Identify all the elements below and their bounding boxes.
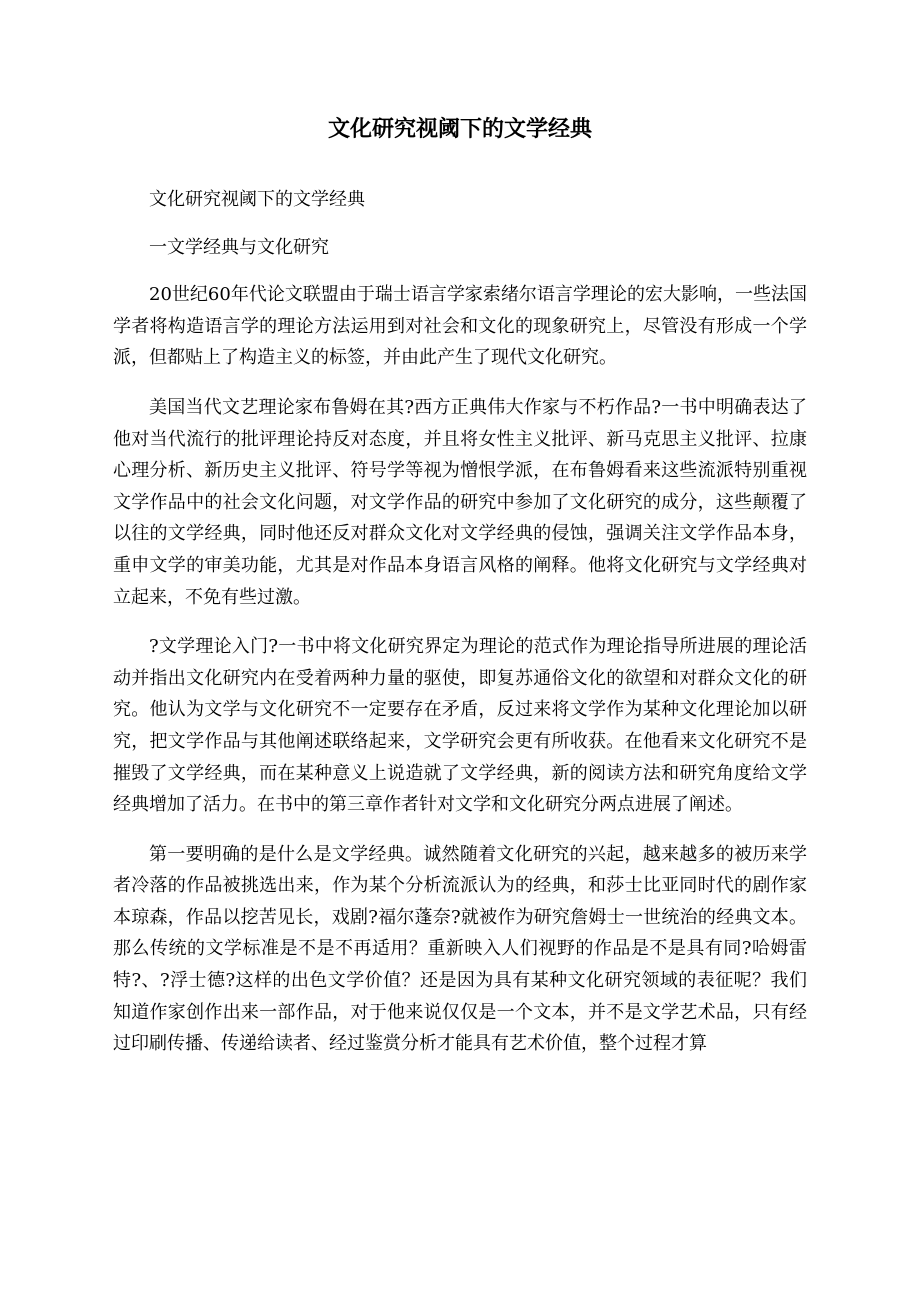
- document-body: [113, 184, 807, 1078]
- paragraph-4: 第一要明确的是什么是文学经典。诚然随着文化研究的兴起，越来越多的被历来学者冷落的作品被挑选出来，作为某个分析流派认为的经典，和莎士比亚同时代的剧作家本琼森，作品以挖苦见长，戏剧?福尔蓬奈?就被作为研究詹姆士一世统治的经典文本。那么传统的文学标准是不是不再适用？重新映入人们视野的作品是不是具有同?哈姆雷特?、?浮士德?这样的出色文学价值？还是因为具有某种文化研究领域的表征呢？我们知道作家创作出来一部作品，对于他来说仅仅是一个文本，并不是文学艺术品，只有经过印刷传播、传递给读者、经过鉴赏分析才能具有艺术价值，整个过程才算: [113, 843, 807, 1055]
- paragraph-section-heading: 一文学经典与文化研究: [149, 236, 329, 258]
- paragraph-2: 美国当代文艺理论家布鲁姆在其?西方正典伟大作家与不朽作品?一书中明确表达了他对当代流行的批评理论持反对态度，并且将女性主义批评、新马克思主义批评、拉康心理分析、新历史主义批评、符号学等视为憎恨学派，在布鲁姆看来这些流派特别重视文学作品中的社会文化问题，对文学作品的研究中参加了文化研究的成分，这些颠覆了以往的文学经典，同时他还反对群众文化对文学经典的侵蚀，强调关注文学作品本身，重申文学的审美功能，尤其是对作品本身语言风格的阐释。他将文化研究与文学经典对立起来，不免有些过激。: [113, 396, 807, 608]
- paragraph-1: 20世纪60年代论文联盟由于瑞士语言学家索绪尔语言学理论的宏大影响，一些法国学者将构造语言学的理论方法运用到对社会和文化的现象研究上，尽管没有形成一个学派，但都贴上了构造主义的标签，并由此产生了现代文化研究。: [113, 284, 807, 369]
- document-title: 文化研究视阈下的文学经典: [327, 116, 592, 142]
- paragraph-subtitle: 文化研究视阈下的文学经典: [149, 189, 365, 210]
- paragraph-3: ?文学理论入门?一书中将文化研究界定为理论的范式作为理论指导所进展的理论活动并指出文化研究内在受着两种力量的驱使，即复苏通俗文化的欲望和对群众文化的研究。他认为文学与文化研究不一定要存在矛盾，反过来将文学作为某种文化理论加以研究，把文学作品与其他阐述联络起来，文学研究会更有所收获。在他看来文化研究不是摧毁了文学经典，而在某种意义上说造就了文学经典，新的阅读方法和研究角度给文学经典增加了活力。在书中的第三章作者针对文学和文化研究分两点进展了阐述。: [113, 636, 807, 816]
